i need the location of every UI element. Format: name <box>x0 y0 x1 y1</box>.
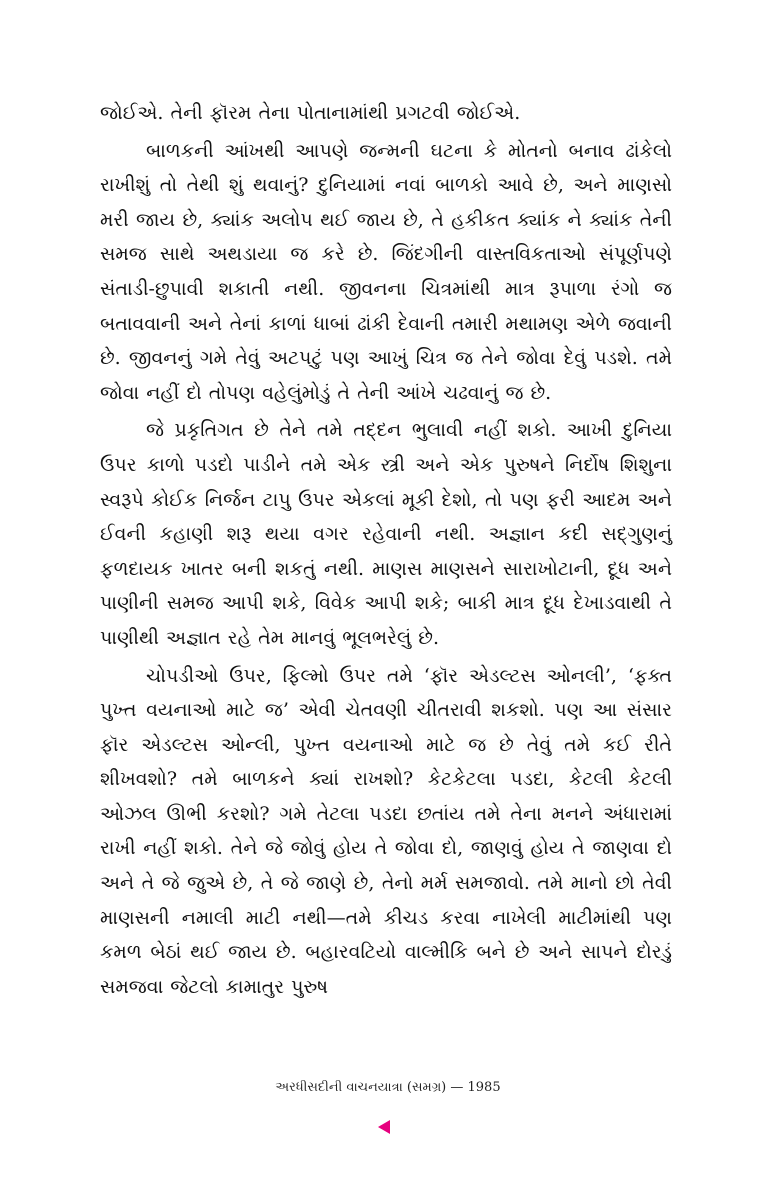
paragraph-continued: જોઈએ. તેની ફૉરમ તેના પોતાનામાંથી પ્રગટવી જોઈએ. <box>100 102 521 124</box>
paragraph: ચોપડીઓ ઉપર, ફિલ્મો ઉપર તમે ‘ફૉર એડલ્ટસ ઓનલી’, ‘ફક્ત પુખ્ત વયનાઓ માટે જ’ એવી ચેતવણી ચીતરાવી શકશો. પણ આ સંસાર ફૉર એડલ્ટસ ઓન્લી, પુખ્ત વયનાઓ માટે જ છે તેવું તમે કઈ રીતે શીખવશો? તમે બાળકને ક્યાં રાખશો? કેટકેટલા પડદા, કેટલી કેટલી ઓઝલ ઊભી કરશો? ગમે તેટલા પડદા છતાંય તમે તેના મનને અંધારામાં રાખી નહીં શકો. તેને જે જોવું હોય તે જોવા દો, જાણવું હોય તે જાણવા દો અને તે જે જુએ છે, તે જે જાણે છે, તેનો મર્મ સમજાવો. તમે માનો છો તેવી માણસની નમાલી માટી નથી—તમે કીચડ કરવા નાખેલી માટીમાંથી પણ કમળ બેઠાં થઈ જાય છે. બહારવટિયો વાલ્મીકિ બને છે અને સાપને દોરડું સમજવા જેટલો કામાતુર પુરુષ <box>100 664 672 998</box>
previous-page-icon[interactable] <box>378 1120 390 1134</box>
paragraph: બાળકની આંખથી આપણે જન્મની ઘટના કે મોતનો બનાવ ઢાંકેલો રાખીશું તો તેથી શું થવાનું? દુનિયામાં નવાં બાળકો આવે છે, અને માણસો મરી જાય છે, ક્યાંક અલોપ થઈ જાય છે, તે હકીકત ક્યાંક ને ક્યાંક તેની સમજ સાથે અથડાયા જ કરે છે. જિંદગીની વાસ્તવિકતાઓ સંપૂર્ણપણે સંતાડી-છુપાવી શકાતી નથી. જીવનના ચિત્રમાંથી માત્ર રૂપાળા રંગો જ બતાવવાની અને તેનાં કાળાં ધાબાં ઢાંકી દેવાની તમારી મથામણ એળે જવાની છે. જીવનનું ગમે તેવું અટપટું પણ આખું ચિત્ર જ તેને જોવા દેવું પડશે. તમે જોવા નહીં દો તોપણ વહેલુંમોડું તે તેની આંખે ચઢવાનું જ છે. <box>100 139 672 404</box>
page-footer: અરધીસદીની વાચનયાત્રા (સમગ્ર) — 1985 <box>275 1080 501 1095</box>
page-body <box>100 96 672 1004</box>
paragraph: જે પ્રકૃતિગત છે તેને તમે તદ્દન ભુલાવી નહીં શકો. આખી દુનિયા ઉપર કાળો પડદો પાડીને તમે એક સ્ત્રી અને એક પુરુષને નિર્દોષ શિશુના સ્વરૂપે કોઈક નિર્જન ટાપુ ઉપર એકલાં મૂકી દેશો, તો પણ ફરી આદમ અને ઈવની કહાણી શરૂ થયા વગર રહેવાની નથી. અજ્ઞાન કદી સદ્ગુણનું ફળદાયક ખાતર બની શકતું નથી. માણસ માણસને સારાખોટાની, દૂધ અને પાણીની સમજ આપી શકે, વિવેક આપી શકે; બાકી માત્ર દૂધ દેખાડવાથી તે પાણીથી અજ્ઞાત રહે તેમ માનવું ભૂલભરેલું છે. <box>100 419 672 649</box>
